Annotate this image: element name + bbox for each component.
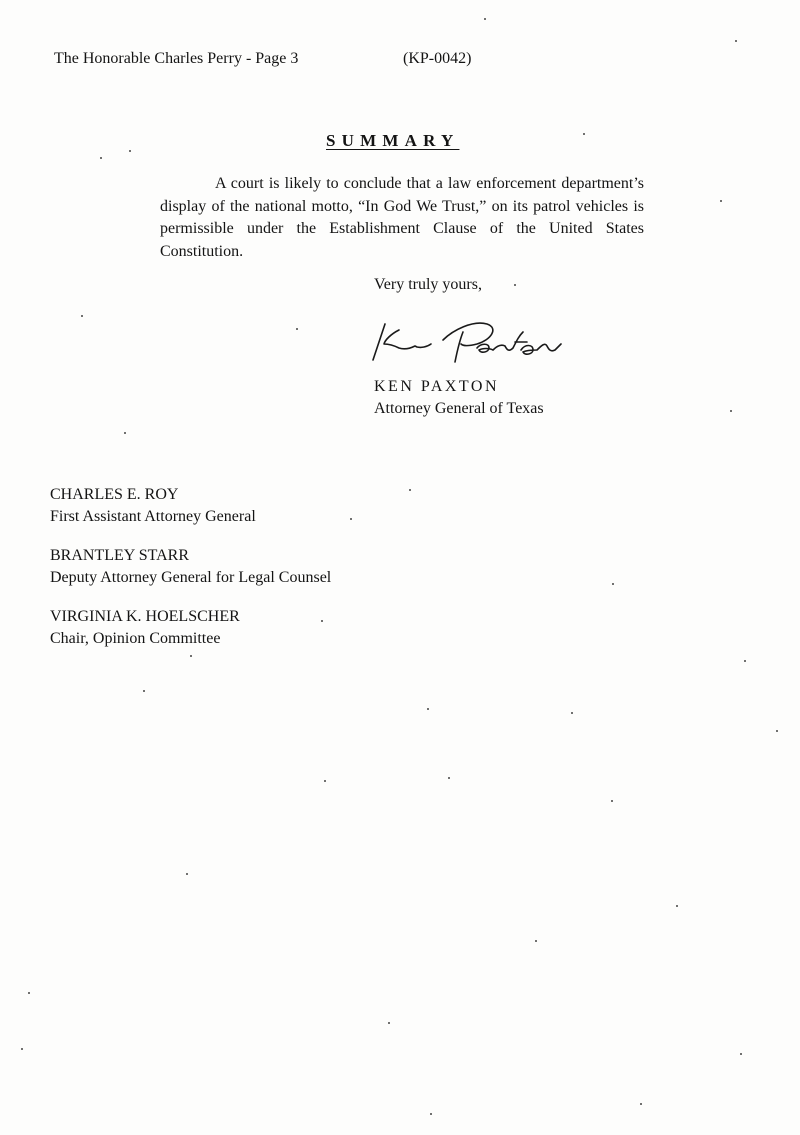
official-name: BRANTLEY STARR <box>50 547 190 564</box>
scan-speck <box>21 1048 23 1050</box>
scan-speck <box>81 315 83 317</box>
scan-speck <box>535 940 537 942</box>
header-recipient-page: The Honorable Charles Perry - Page 3 <box>54 50 299 67</box>
scan-speck <box>776 730 778 732</box>
scan-speck <box>388 1022 390 1024</box>
scan-speck <box>484 18 486 20</box>
scan-speck <box>583 133 585 135</box>
scan-speck <box>324 780 326 782</box>
official-entry <box>50 606 240 650</box>
scan-speck <box>129 150 131 152</box>
scan-speck <box>350 518 352 520</box>
closing-salutation: Very truly yours, <box>374 276 482 293</box>
scan-speck <box>427 708 429 710</box>
summary-paragraph: A court is likely to conclude that a law enforcement department’s display of the national motto, “In God We Trust,” on its patrol vehicles is permissible under the Establishment Clause of the United States Constitution. <box>160 175 644 260</box>
scan-speck <box>143 690 145 692</box>
scan-speck <box>720 200 722 202</box>
header-opinion-number: (KP-0042) <box>403 50 472 67</box>
scan-speck <box>448 777 450 779</box>
official-name: CHARLES E. ROY <box>50 486 179 503</box>
scan-speck <box>430 1113 432 1115</box>
scan-speck <box>735 40 737 42</box>
scan-speck <box>740 1053 742 1055</box>
signature-image <box>365 310 590 370</box>
official-title: Chair, Opinion Committee <box>50 630 221 647</box>
scan-speck <box>612 583 614 585</box>
scan-speck <box>409 489 411 491</box>
scan-speck <box>124 432 126 434</box>
scan-speck <box>321 620 323 622</box>
summary-heading: SUMMARY <box>326 131 460 150</box>
scan-speck <box>186 873 188 875</box>
official-title: First Assistant Attorney General <box>50 508 256 525</box>
scan-speck <box>190 655 192 657</box>
scan-speck <box>100 157 102 159</box>
signer-name: KEN PAXTON <box>374 378 500 395</box>
official-entry <box>50 545 331 589</box>
scan-speck <box>744 660 746 662</box>
scan-speck <box>514 284 516 286</box>
official-name: VIRGINIA K. HOELSCHER <box>50 608 240 625</box>
scan-speck <box>640 1103 642 1105</box>
scan-speck <box>676 905 678 907</box>
scan-speck <box>611 800 613 802</box>
official-entry <box>50 484 256 528</box>
scan-speck <box>296 328 298 330</box>
scan-speck <box>730 410 732 412</box>
scan-speck <box>571 712 573 714</box>
official-title: Deputy Attorney General for Legal Counsel <box>50 569 332 586</box>
signer-title: Attorney General of Texas <box>374 400 544 417</box>
scan-speck <box>28 992 30 994</box>
